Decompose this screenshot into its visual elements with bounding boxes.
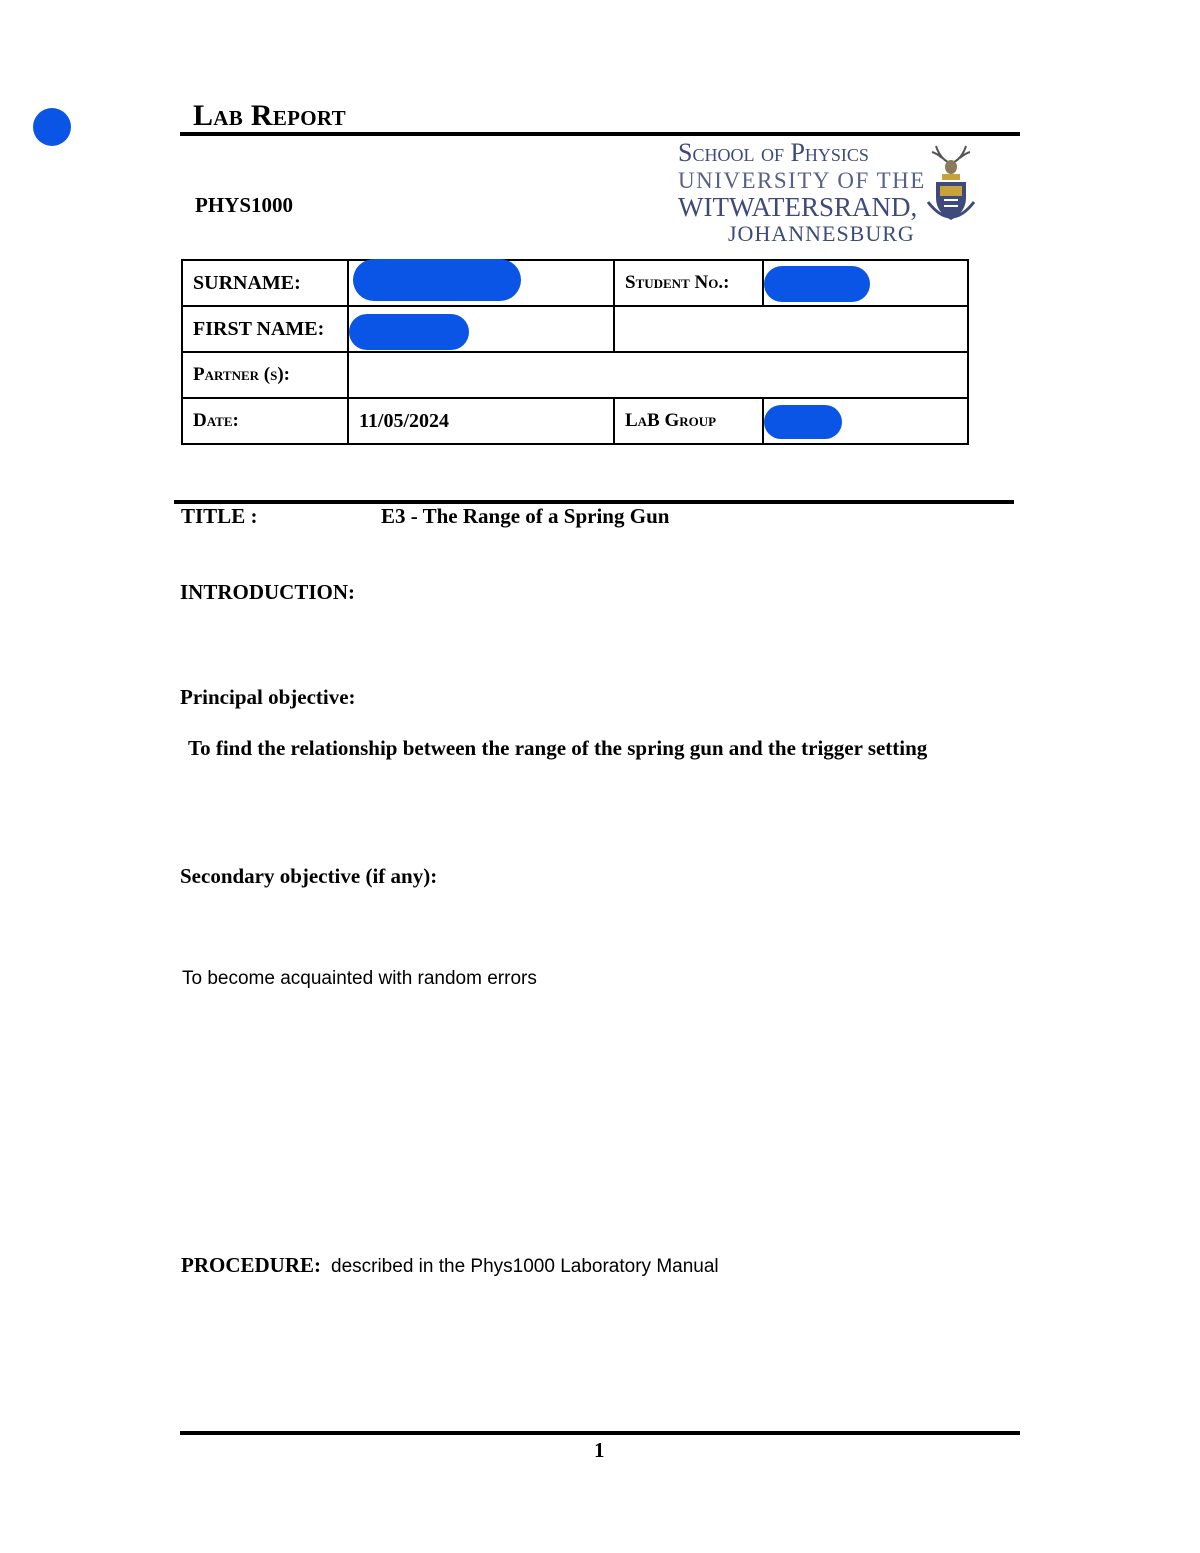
surname-row [182,260,968,306]
first-name-value-cell [348,306,614,352]
logo-city-line: JOHANNESBURG [728,221,915,246]
partners-label-cell [182,352,348,398]
experiment-title: E3 - The Range of a Spring Gun [381,504,670,528]
header-rule [180,132,1020,136]
principal-objective-heading: Principal objective: [180,685,356,709]
procedure-line [181,1253,719,1278]
first-name-label: FIRST NAME: [182,306,348,352]
surname-redaction [353,259,521,301]
university-crest-icon [926,140,976,228]
page-number: 1 [594,1438,605,1462]
footer-rule [180,1431,1020,1435]
date-label: Date: [193,410,239,431]
secondary-objective-heading: Secondary objective (if any): [180,864,438,888]
date-row [182,398,968,444]
lab-group-label-cell [614,398,763,444]
partners-value-cell [348,352,968,398]
report-title: Lab Report [193,99,346,132]
first-name-redaction [349,314,469,350]
logo-witwatersrand-line: WITWATERSRAND, [678,192,918,222]
logo-school-name: School of Physics [678,138,869,167]
lab-group-value-cell [763,398,968,444]
principal-objective-text: To find the relationship between the range of the spring gun and the trigger setting [188,736,928,760]
introduction-heading: INTRODUCTION: [180,580,356,604]
student-no-value-cell [763,260,968,306]
logo-university-line: UNIVERSITY OF THE [678,168,926,193]
surname-label: SURNAME: [182,260,348,306]
student-no-label-cell [614,260,763,306]
surname-value-cell [348,260,614,306]
partners-label: Partner (s): [193,364,291,385]
date-value: 11/05/2024 [348,398,614,444]
secondary-objective-text: To become acquainted with random errors [182,968,537,989]
student-no-redaction [764,266,870,302]
first-name-row [182,306,968,352]
marker-dot [33,108,71,146]
procedure-text: described in the Phys1000 Laboratory Manual [331,1256,719,1277]
partners-row [182,352,968,398]
university-logo [668,138,986,248]
student-no-label: Student No.: [625,272,730,293]
first-name-blank-cell [614,306,968,352]
student-info-table [181,259,969,445]
procedure-label: PROCEDURE: [181,1253,321,1277]
lab-group-redaction [764,405,842,439]
date-label-cell [182,398,348,444]
title-label: TITLE : [181,504,258,528]
course-code: PHYS1000 [195,193,294,217]
lab-group-label: LaB Group [625,410,717,431]
